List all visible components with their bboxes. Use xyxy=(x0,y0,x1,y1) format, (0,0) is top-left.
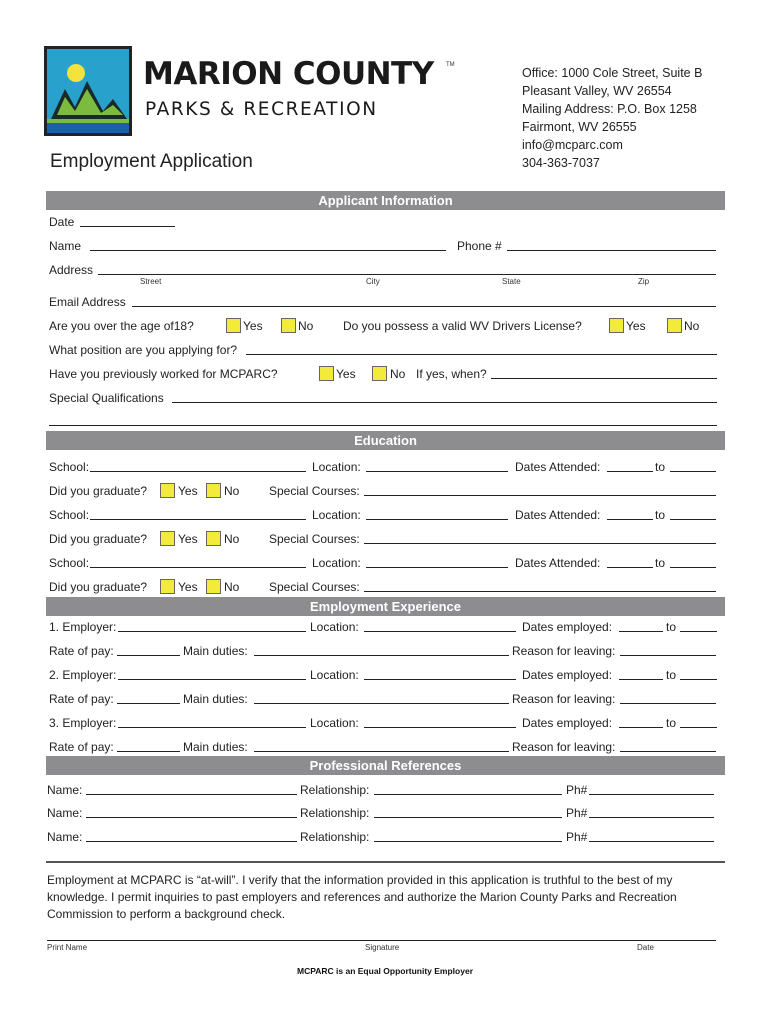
reference-name-field[interactable] xyxy=(86,841,297,842)
reference-name-field[interactable] xyxy=(86,794,297,795)
reason-leaving-label: Reason for leaving: xyxy=(512,692,616,706)
dates-to-label: to xyxy=(655,460,666,474)
date-field[interactable] xyxy=(80,226,175,227)
phone-field[interactable] xyxy=(507,250,716,251)
reference-name-label: Name: xyxy=(47,783,83,797)
reference-phone-field[interactable] xyxy=(589,841,714,842)
section-header-applicant: Applicant Information xyxy=(46,191,725,210)
employed-to-field[interactable] xyxy=(680,679,717,680)
email-contact: info@mcparc.com xyxy=(522,138,623,152)
employed-to-label: to xyxy=(666,668,677,682)
page-title: Employment Application xyxy=(50,151,253,172)
name-label: Name xyxy=(49,239,82,253)
reason-leaving-field[interactable] xyxy=(620,751,716,752)
license-yes-label: Yes xyxy=(626,319,646,333)
reference-relationship-label: Relationship: xyxy=(300,783,370,797)
print-name-label: Print Name xyxy=(47,943,88,952)
main-duties-field[interactable] xyxy=(254,655,509,656)
reference-phone-label: Ph# xyxy=(566,783,588,797)
rate-of-pay-field[interactable] xyxy=(117,655,180,656)
dates-from-field[interactable] xyxy=(607,471,653,472)
employer-location-field[interactable] xyxy=(364,727,516,728)
rate-of-pay-label: Rate of pay: xyxy=(49,692,114,706)
section-header-education: Education xyxy=(46,431,725,450)
employer-label: 2. Employer: xyxy=(49,668,117,682)
rate-of-pay-label: Rate of pay: xyxy=(49,740,114,754)
worked-no-checkbox[interactable] xyxy=(372,366,387,381)
graduate-no-checkbox[interactable] xyxy=(206,483,221,498)
dates-employed-label: Dates employed: xyxy=(522,716,613,730)
reason-leaving-field[interactable] xyxy=(620,655,716,656)
school-field[interactable] xyxy=(90,567,306,568)
main-duties-field[interactable] xyxy=(254,703,509,704)
graduate-yes-checkbox[interactable] xyxy=(160,531,175,546)
special-courses-field[interactable] xyxy=(364,543,716,544)
special-courses-field[interactable] xyxy=(364,591,716,592)
name-field[interactable] xyxy=(90,250,446,251)
employer-field[interactable] xyxy=(118,631,306,632)
employer-location-label: Location: xyxy=(310,620,359,634)
trademark-mark: TM xyxy=(446,62,455,68)
age-question: Are you over the age of18? xyxy=(49,319,194,333)
graduate-question: Did you graduate? xyxy=(49,532,148,546)
section-header-employment: Employment Experience xyxy=(46,597,725,616)
equal-opportunity-footer: MCPARC is an Equal Opportunity Employer xyxy=(297,966,473,976)
position-field[interactable] xyxy=(246,354,717,355)
office-city: Pleasant Valley, WV 26554 xyxy=(522,84,672,98)
brand-subtitle: PARKS & RECREATION xyxy=(145,99,378,120)
main-duties-label: Main duties: xyxy=(183,740,248,754)
school-location-label: Location: xyxy=(312,460,361,474)
section-header-references: Professional References xyxy=(46,756,725,775)
reference-phone-field[interactable] xyxy=(589,794,714,795)
position-question: What position are you applying for? xyxy=(49,343,238,357)
license-no-checkbox[interactable] xyxy=(667,318,682,333)
graduate-no-label: No xyxy=(224,484,240,498)
graduate-no-label: No xyxy=(224,580,240,594)
age-yes-checkbox[interactable] xyxy=(226,318,241,333)
if-yes-label: If yes, when? xyxy=(416,367,487,381)
graduate-yes-label: Yes xyxy=(178,580,198,594)
employed-to-field[interactable] xyxy=(680,727,717,728)
special-courses-label: Special Courses: xyxy=(269,484,360,498)
dates-to-label: to xyxy=(655,508,666,522)
reason-leaving-label: Reason for leaving: xyxy=(512,740,616,754)
graduate-yes-checkbox[interactable] xyxy=(160,483,175,498)
address-label: Address xyxy=(49,263,94,277)
special-qualifications-field[interactable] xyxy=(172,402,717,403)
rate-of-pay-field[interactable] xyxy=(117,751,180,752)
rate-of-pay-label: Rate of pay: xyxy=(49,644,114,658)
graduate-no-label: No xyxy=(224,532,240,546)
reference-relationship-field[interactable] xyxy=(374,817,562,818)
school-location-field[interactable] xyxy=(366,519,508,520)
dates-attended-label: Dates Attended: xyxy=(515,556,601,570)
employed-to-field[interactable] xyxy=(680,631,717,632)
address-field[interactable] xyxy=(98,274,716,275)
graduate-question: Did you graduate? xyxy=(49,580,148,594)
worked-yes-checkbox[interactable] xyxy=(319,366,334,381)
employed-to-label: to xyxy=(666,620,677,634)
reference-name-field[interactable] xyxy=(86,817,297,818)
employer-field[interactable] xyxy=(118,679,306,680)
reference-name-label: Name: xyxy=(47,830,83,844)
employer-label: 3. Employer: xyxy=(49,716,117,730)
school-location-field[interactable] xyxy=(366,567,508,568)
email-label: Email Address xyxy=(49,295,126,309)
license-yes-checkbox[interactable] xyxy=(609,318,624,333)
school-location-label: Location: xyxy=(312,556,361,570)
reason-leaving-label: Reason for leaving: xyxy=(512,644,616,658)
age-no-label: No xyxy=(298,319,314,333)
graduate-yes-label: Yes xyxy=(178,532,198,546)
license-no-label: No xyxy=(684,319,700,333)
dates-to-label: to xyxy=(655,556,666,570)
reference-relationship-label: Relationship: xyxy=(300,806,370,820)
city-label: City xyxy=(366,277,380,286)
statement-line-1: Employment at MCPARC is “at-will”. I verify that the information provided in this application is truthful to the best of my xyxy=(47,873,673,887)
mailing-city: Fairmont, WV 26555 xyxy=(522,120,637,134)
school-field[interactable] xyxy=(90,471,306,472)
school-field[interactable] xyxy=(90,519,306,520)
dates-to-field[interactable] xyxy=(670,519,716,520)
employed-from-field[interactable] xyxy=(619,679,663,680)
brand-name: MARION COUNTY xyxy=(143,56,434,92)
reference-phone-label: Ph# xyxy=(566,806,588,820)
section-divider xyxy=(46,861,725,863)
employer-location-field[interactable] xyxy=(364,631,516,632)
age-no-checkbox[interactable] xyxy=(281,318,296,333)
worked-when-field[interactable] xyxy=(491,378,717,379)
office-address: Office: 1000 Cole Street, Suite B xyxy=(522,66,703,80)
employer-location-field[interactable] xyxy=(364,679,516,680)
special-courses-label: Special Courses: xyxy=(269,532,360,546)
mailing-address: Mailing Address: P.O. Box 1258 xyxy=(522,102,697,116)
employer-label: 1. Employer: xyxy=(49,620,117,634)
phone-contact: 304-363-7037 xyxy=(522,156,600,170)
dates-attended-label: Dates Attended: xyxy=(515,460,601,474)
office-contact xyxy=(522,64,702,172)
school-label: School: xyxy=(49,460,90,474)
special-qualifications-label: Special Qualifications xyxy=(49,391,164,405)
at-will-statement xyxy=(47,872,677,923)
reference-relationship-label: Relationship: xyxy=(300,830,370,844)
state-label: State xyxy=(502,277,521,286)
phone-label: Phone # xyxy=(457,239,502,253)
license-question: Do you possess a valid WV Drivers License? xyxy=(343,319,582,333)
main-duties-field[interactable] xyxy=(254,751,509,752)
main-duties-label: Main duties: xyxy=(183,692,248,706)
employed-to-label: to xyxy=(666,716,677,730)
worked-yes-label: Yes xyxy=(336,367,356,381)
statement-line-3: Commission to perform a background check. xyxy=(47,907,286,921)
graduate-yes-label: Yes xyxy=(178,484,198,498)
dates-from-field[interactable] xyxy=(607,519,653,520)
dates-employed-label: Dates employed: xyxy=(522,668,613,682)
reference-name-label: Name: xyxy=(47,806,83,820)
email-field[interactable] xyxy=(132,306,716,307)
school-label: School: xyxy=(49,508,90,522)
graduate-question: Did you graduate? xyxy=(49,484,148,498)
dates-to-field[interactable] xyxy=(670,471,716,472)
dates-to-field[interactable] xyxy=(670,567,716,568)
special-courses-field[interactable] xyxy=(364,495,716,496)
rate-of-pay-field[interactable] xyxy=(117,703,180,704)
statement-line-2: knowledge. I permit inquiries to past employers and references and authorize the Marion County Parks and Recreation xyxy=(47,890,677,904)
logo xyxy=(44,46,132,136)
date-label: Date xyxy=(49,215,75,229)
zip-label: Zip xyxy=(638,277,650,286)
employer-field[interactable] xyxy=(118,727,306,728)
reference-phone-field[interactable] xyxy=(589,817,714,818)
age-yes-label: Yes xyxy=(243,319,263,333)
school-location-field[interactable] xyxy=(366,471,508,472)
signature-line[interactable] xyxy=(47,940,716,941)
dates-employed-label: Dates employed: xyxy=(522,620,613,634)
signature-date-label: Date xyxy=(637,943,654,952)
special-qualifications-field-2[interactable] xyxy=(49,425,717,426)
worked-question: Have you previously worked for MCPARC? xyxy=(49,367,278,381)
reference-relationship-field[interactable] xyxy=(374,841,562,842)
mountain-sun-logo-icon xyxy=(47,49,129,133)
reason-leaving-field[interactable] xyxy=(620,703,716,704)
graduate-no-checkbox[interactable] xyxy=(206,579,221,594)
employer-location-label: Location: xyxy=(310,668,359,682)
employer-location-label: Location: xyxy=(310,716,359,730)
signature-label: Signature xyxy=(365,943,400,952)
school-label: School: xyxy=(49,556,90,570)
main-duties-label: Main duties: xyxy=(183,644,248,658)
special-courses-label: Special Courses: xyxy=(269,580,360,594)
graduate-no-checkbox[interactable] xyxy=(206,531,221,546)
worked-no-label: No xyxy=(390,367,406,381)
dates-attended-label: Dates Attended: xyxy=(515,508,601,522)
reference-relationship-field[interactable] xyxy=(374,794,562,795)
dates-from-field[interactable] xyxy=(607,567,653,568)
reference-phone-label: Ph# xyxy=(566,830,588,844)
graduate-yes-checkbox[interactable] xyxy=(160,579,175,594)
school-location-label: Location: xyxy=(312,508,361,522)
street-label: Street xyxy=(140,277,162,286)
employed-from-field[interactable] xyxy=(619,727,663,728)
employed-from-field[interactable] xyxy=(619,631,663,632)
